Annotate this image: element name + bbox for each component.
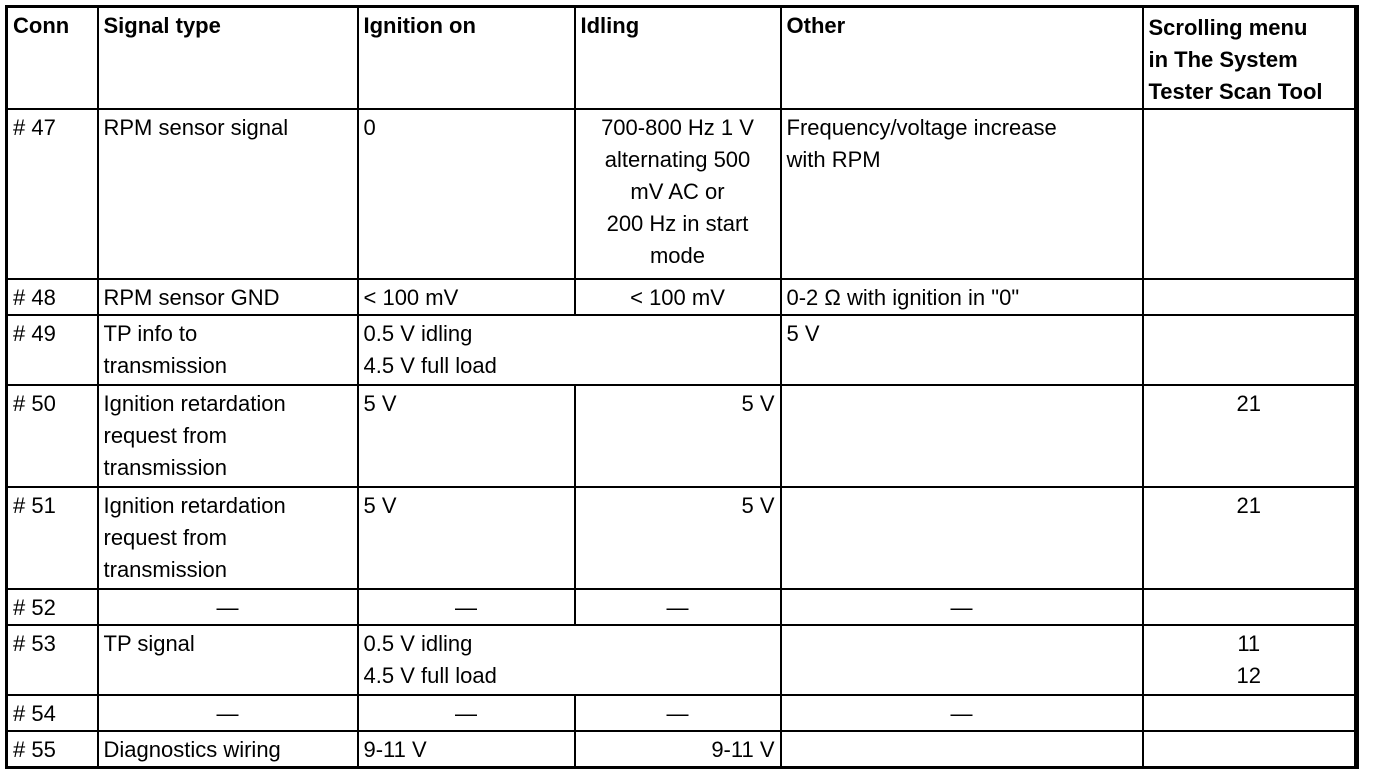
table-row <box>7 315 1357 385</box>
menu-cell: 11 12 <box>1143 625 1357 695</box>
ignition-cell: 5 V <box>358 487 575 589</box>
table-row <box>7 589 1357 625</box>
conn-cell: # 55 <box>7 731 98 768</box>
signal-table <box>5 5 1359 769</box>
signal-cell: — <box>98 695 358 731</box>
menu-cell <box>1143 589 1357 625</box>
menu-cell <box>1143 109 1357 279</box>
idling-cell: — <box>575 695 781 731</box>
conn-cell: # 52 <box>7 589 98 625</box>
signal-cell: — <box>98 589 358 625</box>
menu-cell <box>1143 695 1357 731</box>
conn-cell: # 54 <box>7 695 98 731</box>
conn-cell: # 50 <box>7 385 98 487</box>
ignition-cell: < 100 mV <box>358 279 575 315</box>
table-row <box>7 731 1357 768</box>
other-cell: 5 V <box>781 315 1143 385</box>
ignition-idling-cell: 0.5 V idling 4.5 V full load <box>358 625 781 695</box>
idling-cell: 9-11 V <box>575 731 781 768</box>
menu-cell: 21 <box>1143 385 1357 487</box>
signal-cell: Ignition retardation request from transmission <box>98 385 358 487</box>
table-row <box>7 625 1357 695</box>
conn-cell: # 51 <box>7 487 98 589</box>
signal-cell: RPM sensor GND <box>98 279 358 315</box>
idling-cell: < 100 mV <box>575 279 781 315</box>
header-ignition-on: Ignition on <box>358 7 575 110</box>
table-row <box>7 279 1357 315</box>
ignition-cell: 0 <box>358 109 575 279</box>
other-cell <box>781 487 1143 589</box>
header-other: Other <box>781 7 1143 110</box>
conn-cell: # 47 <box>7 109 98 279</box>
signal-cell: RPM sensor signal <box>98 109 358 279</box>
conn-cell: # 48 <box>7 279 98 315</box>
table-row <box>7 695 1357 731</box>
signal-cell: Ignition retardation request from transmission <box>98 487 358 589</box>
signal-cell: TP info to transmission <box>98 315 358 385</box>
idling-cell: 5 V <box>575 487 781 589</box>
idling-cell: 700-800 Hz 1 V alternating 500 mV AC or 200 Hz in start mode <box>575 109 781 279</box>
idling-cell: 5 V <box>575 385 781 487</box>
other-cell: Frequency/voltage increase with RPM <box>781 109 1143 279</box>
header-row <box>7 7 1357 110</box>
other-cell: — <box>781 589 1143 625</box>
header-conn: Conn <box>7 7 98 110</box>
conn-cell: # 53 <box>7 625 98 695</box>
other-cell <box>781 385 1143 487</box>
signal-cell: TP signal <box>98 625 358 695</box>
ignition-idling-cell: 0.5 V idling 4.5 V full load <box>358 315 781 385</box>
table-row <box>7 109 1357 279</box>
other-cell <box>781 731 1143 768</box>
menu-cell <box>1143 315 1357 385</box>
ignition-cell: 5 V <box>358 385 575 487</box>
menu-cell <box>1143 279 1357 315</box>
table-row <box>7 487 1357 589</box>
header-scrolling-menu: Scrolling menu in The System Tester Scan Tool <box>1143 7 1357 110</box>
ignition-cell: — <box>358 589 575 625</box>
other-cell <box>781 625 1143 695</box>
ignition-cell: 9-11 V <box>358 731 575 768</box>
menu-cell <box>1143 731 1357 768</box>
header-idling: Idling <box>575 7 781 110</box>
other-cell: 0-2 Ω with ignition in "0" <box>781 279 1143 315</box>
conn-cell: # 49 <box>7 315 98 385</box>
signal-cell: Diagnostics wiring <box>98 731 358 768</box>
other-cell: — <box>781 695 1143 731</box>
ignition-cell: — <box>358 695 575 731</box>
header-signal-type: Signal type <box>98 7 358 110</box>
table-row <box>7 385 1357 487</box>
idling-cell: — <box>575 589 781 625</box>
menu-cell: 21 <box>1143 487 1357 589</box>
